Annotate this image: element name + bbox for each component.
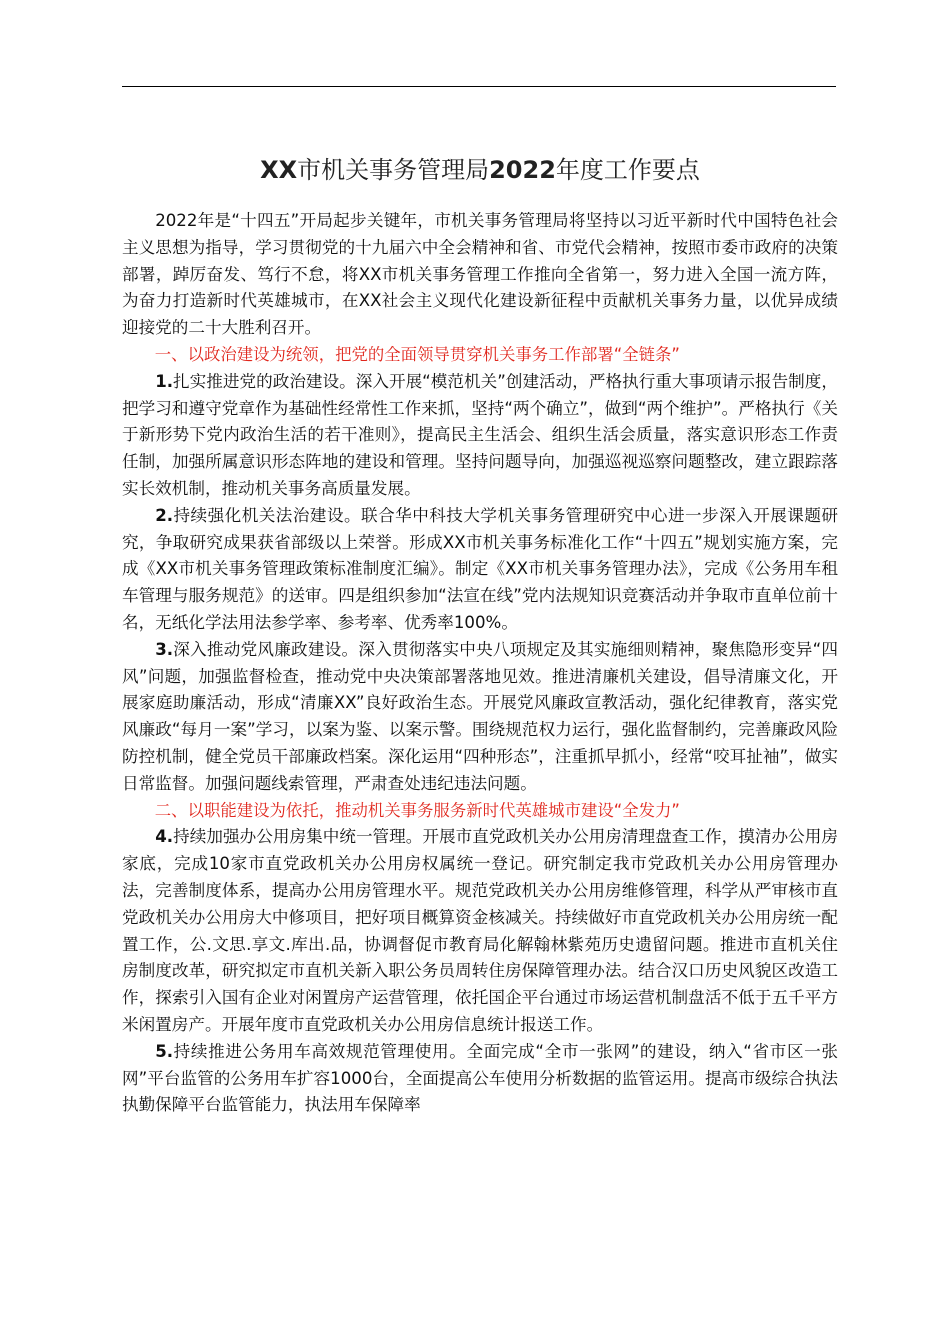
- paragraph-2: 2.持续强化机关法治建设。联合华中科技大学机关事务管理研究中心进一步深入开展课题研究，争取研究成果获省部级以上荣誉。形成XX市机关事务标准化工作“十四五”规划实施方案，完成《XX市机关事务管理政策标准制度汇编》。制定《XX市机关事务管理办法》，完成《公务用车租车管理与服务规范》的送审。四是组织参加“法宣在线”党内法规知识竞赛活动并争取市直单位前十名，无纸化学法用法参学率、参考率、优秀率100%。: [122, 505, 838, 632]
- paragraph-5: 5.持续推进公务用车高效规范管理使用。全面完成“全市一张网”的建设，纳入“省市区一张网”平台监管的公务用车扩容1000台，全面提高公车使用分析数据的监管运用。提高市级综合执法执勤保障平台监管能力，执法用车保障率: [122, 1041, 838, 1115]
- section-heading-1: 一、以政治建设为统领，把党的全面领导贯穿机关事务工作部署“全链条”: [154, 344, 680, 364]
- section-heading-2: 二、以职能建设为依托，推动机关事务服务新时代英雄城市建设“全发力”: [154, 800, 680, 820]
- header-rule: [122, 86, 836, 87]
- paragraph-4: 4.持续加强办公用房集中统一管理。开展市直党政机关办公用房清理盘查工作，摸清办公用房家底，完成10家市直党政机关办公用房权属统一登记。研究制定我市党政机关办公用房管理办法，完善制度体系，提高办公用房管理水平。规范党政机关办公用房维修管理，科学从严审核市直党政机关办公用房大中修项目，把好项目概算资金核减关。持续做好市直党政机关办公用房统一配置工作，公.文思.享文.库出.品，协调督促市教育局化解翰林紫苑历史遗留问题。推进市直机关住房制度改革，研究拟定市直机关新入职公务员周转住房保障管理办法。结合汉口历史风貌区改造工作，探索引入国有企业对闲置房产运营管理，依托国企平台通过市场运营机制盘活不低于五千平方米闲置房产。开展年度市直党政机关办公用房信息统计报送工作。: [122, 827, 838, 1034]
- paragraph-3: 3.深入推动党风廉政建设。深入贯彻落实中央八项规定及其实施细则精神，聚焦隐形变异“四风”问题，加强监督检查，推动党中央决策部署落地见效。推进清廉机关建设，倡导清廉文化，开展家庭助廉活动，形成“清廉XX”良好政治生态。开展党风廉政宣教活动，强化纪律教育，落实党风廉政“每月一案”学习，以案为鉴、以案示警。围绕规范权力运行，强化监督制约，完善廉政风险防控机制，健全党员干部廉政档案。深化运用“四种形态”，注重抓早抓小，经常“咬耳扯袖”，做实日常监督。加强问题线索管理，严肃查处违纪违法问题。: [122, 639, 838, 793]
- intro-paragraph: 2022年是“十四五”开局起步关键年，市机关事务管理局将坚持以习近平新时代中国特色社会主义思想为指导，学习贯彻党的十九届六中全会精神和省、市党代会精神，按照市委市政府的决策部署，踔厉奋发、笃行不怠，将XX市机关事务管理工作推向全省第一，努力进入全国一流方阵，为奋力打造新时代英雄城市，在XX社会主义现代化建设新征程中贡献机关事务力量，以优异成绩迎接党的二十大胜利召开。: [122, 211, 838, 338]
- document-title: XX市机关事务管理局2022年度工作要点: [260, 156, 700, 184]
- document-body: [122, 150, 838, 1119]
- paragraph-1: 1.扎实推进党的政治建设。深入开展“模范机关”创建活动，严格执行重大事项请示报告制度，把学习和遵守党章作为基础性经常性工作来抓，坚持“两个确立”，做到“两个维护”。严格执行《关于新形势下党内政治生活的若干准则》，提高民主生活会、组织生活会质量，落实意识形态工作责任制，加强所属意识形态阵地的建设和管理。坚持问题导向，加强巡视巡察问题整改，建立跟踪落实长效机制，推动机关事务高质量发展。: [122, 371, 838, 498]
